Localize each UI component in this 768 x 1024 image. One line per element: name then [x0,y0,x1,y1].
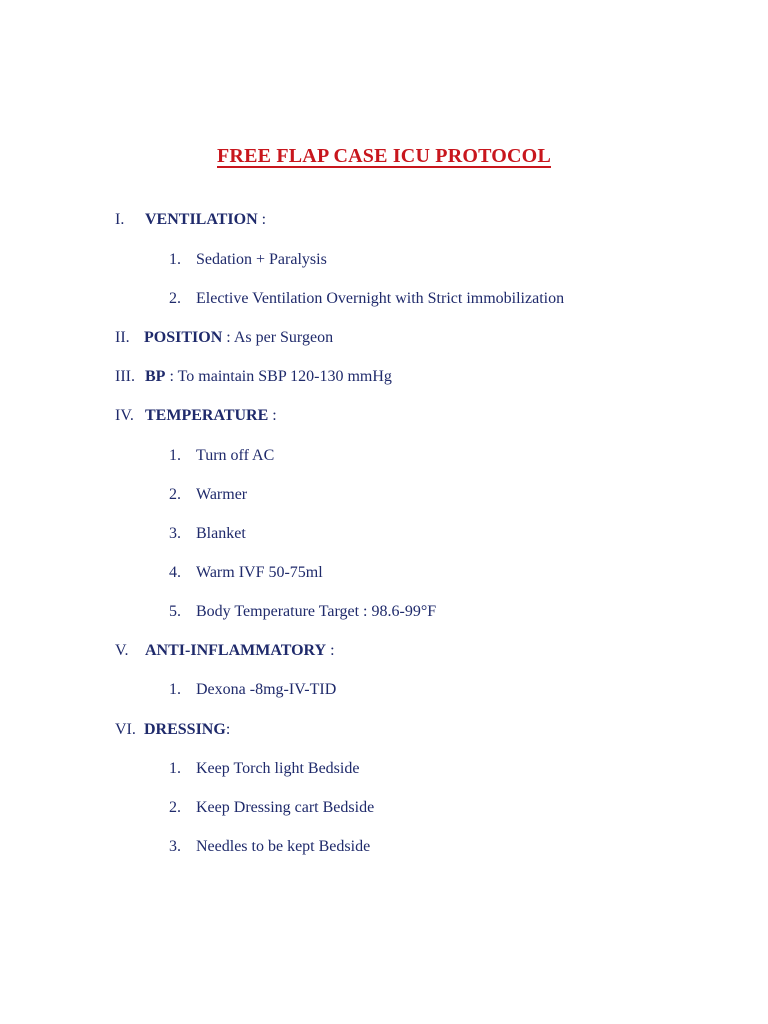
section-heading: BP [145,368,166,385]
item-text: Elective Ventilation Overnight with Strict immobilization [196,290,565,307]
item-number: 2. [169,290,181,307]
item-text: Dexona -8mg-IV-TID [196,681,337,698]
section-ventilation [115,210,266,230]
section-anti-inflammatory [115,641,335,661]
item-number: 2. [169,799,181,816]
item-number: 1. [169,760,181,777]
list-item [169,524,246,544]
section-suffix: : [326,642,335,659]
list-item [169,602,436,622]
item-text: Keep Dressing cart Bedside [196,799,375,816]
section-heading: ANTI-INFLAMMATORY [145,642,327,659]
section-suffix: : [225,721,231,738]
section-numeral: III. [115,368,135,385]
item-text: Body Temperature Target : 98.6-99°F [196,603,437,620]
item-number: 4. [169,564,181,581]
list-item [169,446,274,466]
section-dressing [115,720,230,740]
item-number: 1. [169,681,181,698]
list-item [169,759,359,779]
section-temperature [115,406,277,426]
list-item [169,485,247,505]
section-heading: DRESSING [144,721,226,738]
item-number: 2. [169,486,181,503]
item-text: Warm IVF 50-75ml [196,564,323,581]
item-number: 3. [169,525,181,542]
item-text: Turn off AC [196,447,275,464]
list-item [169,563,323,583]
section-heading: VENTILATION [145,211,258,228]
section-suffix: : [257,211,267,228]
section-heading: POSITION [144,329,223,346]
item-text: Warmer [196,486,248,503]
list-item [169,250,327,270]
section-numeral: IV. [115,407,134,424]
item-text: Needles to be kept Bedside [196,838,371,855]
item-number: 5. [169,603,181,620]
list-item [169,837,370,857]
section-numeral: V. [115,642,129,659]
list-item [169,798,374,818]
item-text: Sedation + Paralysis [196,251,327,268]
section-suffix: : [268,407,277,424]
section-numeral: VI. [115,721,136,738]
section-position [115,328,333,348]
section-suffix: : As per Surgeon [222,329,334,346]
item-number: 1. [169,447,181,464]
section-heading: TEMPERATURE [145,407,269,424]
list-item [169,680,336,700]
item-number: 3. [169,838,181,855]
item-text: Blanket [196,525,246,542]
list-item [169,289,564,309]
item-text: Keep Torch light Bedside [196,760,360,777]
section-bp [115,367,392,387]
section-suffix: : To maintain SBP 120-130 mmHg [165,368,392,385]
item-number: 1. [169,251,181,268]
page-title: FREE FLAP CASE ICU PROTOCOL [217,145,551,167]
section-numeral: I. [115,211,125,228]
section-numeral: II. [115,329,130,346]
